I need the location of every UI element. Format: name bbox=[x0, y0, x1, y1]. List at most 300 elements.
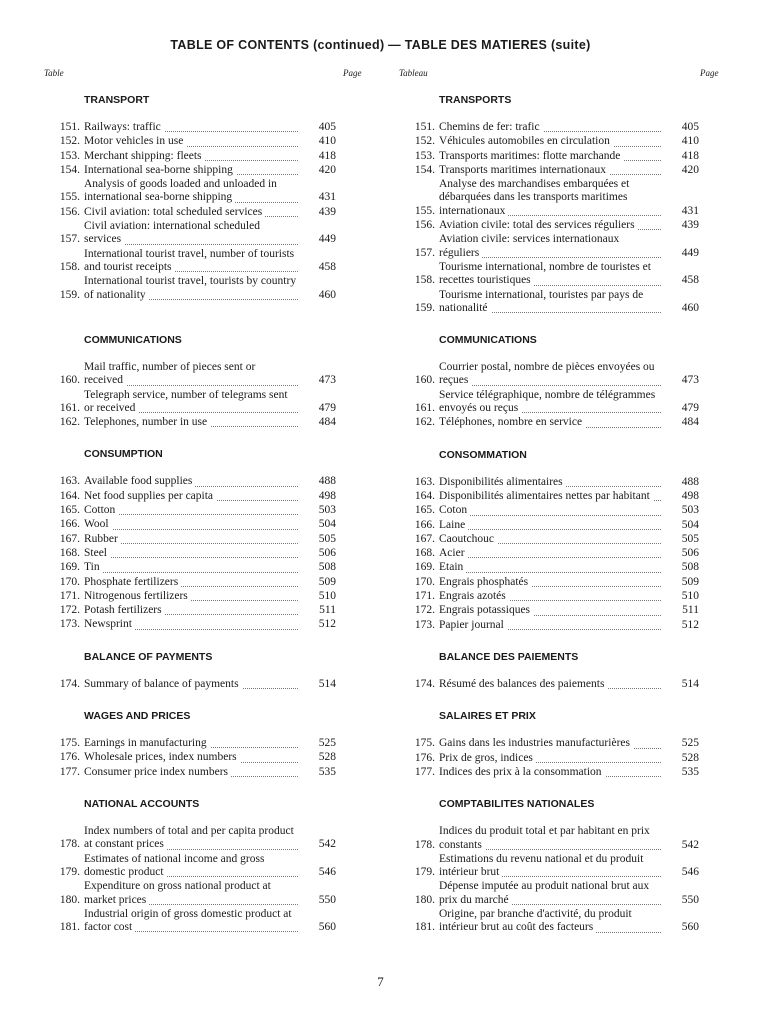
toc-entry[interactable] bbox=[399, 219, 699, 232]
entry-text: Index numbers of total and per capita product at constant prices bbox=[84, 825, 294, 851]
entry-page: 542 bbox=[681, 838, 699, 851]
entry-title bbox=[439, 150, 661, 163]
entry-text: Papier journal bbox=[439, 619, 507, 631]
dot-leader bbox=[439, 557, 661, 558]
entry-number: 162. bbox=[59, 416, 80, 429]
toc-entry[interactable] bbox=[399, 416, 699, 429]
section-title: CONSUMPTION bbox=[84, 448, 163, 461]
toc-entry[interactable] bbox=[399, 490, 699, 503]
entry-number: 166. bbox=[59, 518, 80, 531]
entry-number: 174. bbox=[59, 677, 80, 690]
entry-text: Wholesale prices, index numbers bbox=[84, 751, 240, 763]
entry-title bbox=[439, 121, 661, 134]
entry-title bbox=[84, 751, 298, 764]
entry-text: Phosphate fertilizers bbox=[84, 576, 181, 588]
toc-entry[interactable] bbox=[44, 220, 336, 247]
entry-text: Aviation civile: total des services réguliers bbox=[439, 219, 638, 231]
entry-title bbox=[439, 604, 661, 617]
toc-entry[interactable] bbox=[44, 490, 336, 503]
entry-page: 505 bbox=[318, 532, 336, 545]
toc-entry[interactable] bbox=[44, 604, 336, 617]
entry-page: 506 bbox=[681, 547, 699, 560]
entry-page: 514 bbox=[681, 677, 699, 690]
entry-title bbox=[84, 880, 298, 907]
entry-text: Telegraph service, number of telegrams sent or received bbox=[84, 388, 288, 414]
entry-number: 165. bbox=[59, 504, 80, 517]
french-column bbox=[399, 94, 699, 954]
entry-text: Wool bbox=[84, 518, 112, 530]
page-number: 7 bbox=[377, 974, 384, 989]
entry-page: 479 bbox=[681, 402, 699, 415]
entry-page: 504 bbox=[318, 518, 336, 531]
section-communications bbox=[399, 334, 699, 429]
toc-entry[interactable] bbox=[399, 737, 699, 750]
toc-entry[interactable] bbox=[399, 164, 699, 177]
entry-title bbox=[439, 519, 661, 532]
entry-text: Service télégraphique, nombre de télégrammes envoyés ou reçus bbox=[439, 388, 656, 415]
toc-entry[interactable] bbox=[44, 766, 336, 779]
entry-number: 156. bbox=[414, 219, 435, 232]
entry-page: 512 bbox=[318, 618, 336, 631]
entry-text: Acier bbox=[439, 547, 468, 559]
toc-entry[interactable] bbox=[399, 619, 699, 632]
entry-page: 473 bbox=[681, 374, 699, 387]
entry-page: 505 bbox=[681, 532, 699, 545]
entry-number: 163. bbox=[414, 475, 435, 488]
entry-text: International sea-borne shipping bbox=[84, 164, 236, 176]
entry-text: Earnings in manufacturing bbox=[84, 737, 210, 749]
entry-title bbox=[439, 590, 661, 603]
entry-number: 162. bbox=[414, 416, 435, 429]
entry-page: 418 bbox=[681, 149, 699, 162]
section-title: BALANCE OF PAYMENTS bbox=[84, 650, 213, 663]
entry-number: 176. bbox=[414, 751, 435, 764]
entry-title bbox=[84, 678, 298, 691]
entry-page: 535 bbox=[318, 765, 336, 778]
toc-entry[interactable] bbox=[399, 752, 699, 765]
toc-entry[interactable] bbox=[399, 389, 699, 416]
toc-entry[interactable] bbox=[399, 908, 699, 935]
section-national bbox=[399, 798, 699, 934]
entry-page: 405 bbox=[681, 121, 699, 133]
entry-text: Mail traffic, number of pieces sent or received bbox=[84, 361, 256, 387]
toc-entry[interactable] bbox=[44, 561, 336, 574]
toc-entry[interactable] bbox=[44, 908, 336, 935]
toc-entry[interactable] bbox=[44, 248, 336, 275]
toc-entry[interactable] bbox=[44, 275, 336, 302]
entry-page: 420 bbox=[681, 163, 699, 176]
entry-number: 168. bbox=[59, 546, 80, 559]
entry-text: Merchant shipping: fleets bbox=[84, 150, 205, 162]
entry-page: 510 bbox=[318, 589, 336, 602]
section-wages bbox=[44, 710, 336, 779]
entry-text: Dépense imputée au produit national brut aux prix du marché bbox=[439, 880, 650, 906]
entry-page: 449 bbox=[318, 233, 336, 246]
entry-page: 405 bbox=[318, 121, 336, 133]
entry-page: 509 bbox=[681, 575, 699, 588]
entry-number: 166. bbox=[414, 518, 435, 531]
entry-number: 167. bbox=[414, 532, 435, 545]
entry-title bbox=[84, 135, 298, 148]
entry-title bbox=[439, 416, 661, 429]
entry-title bbox=[84, 275, 298, 302]
entry-title bbox=[439, 490, 661, 503]
entry-title bbox=[439, 261, 661, 288]
entry-number: 163. bbox=[59, 475, 80, 488]
entry-text: Tourisme international, nombre de touristes et recettes touristiques bbox=[439, 260, 651, 287]
entry-page: 506 bbox=[318, 546, 336, 559]
entry-number: 176. bbox=[59, 751, 80, 764]
entry-number: 157. bbox=[414, 246, 435, 259]
toc-entry[interactable] bbox=[44, 576, 336, 589]
toc-entry[interactable] bbox=[399, 533, 699, 546]
entry-title bbox=[84, 504, 298, 517]
entry-title bbox=[84, 178, 298, 205]
toc-entry[interactable] bbox=[399, 547, 699, 560]
section-consumption bbox=[399, 449, 699, 632]
entry-text: Estimations du revenu national et du produit intérieur brut bbox=[439, 852, 644, 879]
entry-title bbox=[439, 752, 661, 765]
entry-page: 550 bbox=[681, 893, 699, 906]
toc-entry[interactable] bbox=[44, 751, 336, 764]
entry-number: 173. bbox=[414, 618, 435, 631]
entry-text: Aviation civile: services internationaux réguliers bbox=[439, 233, 620, 259]
toc-entry[interactable] bbox=[399, 880, 699, 907]
entry-page: 439 bbox=[681, 219, 699, 232]
entry-text: International tourist travel, tourists by country of nationality bbox=[84, 275, 297, 301]
entry-text: Net food supplies per capita bbox=[84, 490, 216, 502]
entry-title bbox=[439, 361, 661, 388]
entry-text: Cotton bbox=[84, 504, 118, 516]
entry-number: 155. bbox=[414, 204, 435, 217]
entry-page: 508 bbox=[318, 561, 336, 574]
entry-page: 542 bbox=[318, 838, 336, 851]
entry-title bbox=[439, 561, 661, 574]
section-title: COMPTABILITES NATIONALES bbox=[439, 798, 595, 811]
toc-entry[interactable] bbox=[399, 178, 699, 218]
section-title: BALANCE DES PAIEMENTS bbox=[439, 650, 579, 663]
entry-page: 458 bbox=[318, 260, 336, 273]
toc-entry[interactable] bbox=[44, 361, 336, 388]
toc-entry[interactable] bbox=[44, 475, 336, 488]
toc-entry[interactable] bbox=[44, 518, 336, 531]
toc-entry[interactable] bbox=[44, 853, 336, 880]
entry-page: 458 bbox=[681, 274, 699, 287]
toc-entry[interactable] bbox=[44, 547, 336, 560]
entry-text: International tourist travel, number of tourists and tourist receipts bbox=[84, 247, 295, 273]
entry-text: Civil aviation: total scheduled services bbox=[84, 206, 265, 218]
entry-text: Tourisme international, touristes par pays de nationalité bbox=[439, 288, 644, 314]
entry-text: Rubber bbox=[84, 533, 121, 545]
entry-title bbox=[439, 178, 661, 218]
entry-title bbox=[84, 576, 298, 589]
entry-page: 488 bbox=[681, 475, 699, 488]
toc-entry[interactable] bbox=[399, 853, 699, 880]
toc-entry[interactable] bbox=[44, 416, 336, 429]
entry-text: Estimates of national income and gross domestic product bbox=[84, 852, 265, 878]
toc-entry[interactable] bbox=[399, 678, 699, 691]
entry-text: Analysis of goods loaded and unloaded in international sea-borne shipping bbox=[84, 178, 277, 204]
section-transport bbox=[44, 94, 336, 315]
toc-entry[interactable] bbox=[44, 618, 336, 631]
entry-title bbox=[84, 416, 298, 429]
entry-page: 528 bbox=[318, 751, 336, 764]
toc-entry[interactable] bbox=[44, 206, 336, 219]
entry-page: 460 bbox=[318, 288, 336, 301]
entry-page: 528 bbox=[681, 751, 699, 764]
entry-number: 161. bbox=[59, 401, 80, 414]
entry-text: Engrais azotés bbox=[439, 590, 509, 602]
entry-page: 525 bbox=[681, 737, 699, 750]
toc-entry[interactable] bbox=[44, 150, 336, 163]
entry-number: 180. bbox=[414, 893, 435, 906]
entry-number: 170. bbox=[414, 575, 435, 588]
toc-entry[interactable] bbox=[399, 561, 699, 574]
entry-page: 525 bbox=[318, 737, 336, 750]
entry-number: 173. bbox=[59, 618, 80, 631]
section-balance bbox=[44, 651, 336, 691]
toc-entry[interactable] bbox=[44, 590, 336, 603]
entry-number: 179. bbox=[414, 866, 435, 879]
entry-title bbox=[439, 219, 661, 232]
entry-title bbox=[84, 853, 298, 880]
section-title: WAGES AND PRICES bbox=[84, 710, 191, 723]
toc-entry[interactable] bbox=[44, 880, 336, 907]
entry-page: 546 bbox=[318, 865, 336, 878]
entry-page: 449 bbox=[681, 246, 699, 259]
entry-page: 460 bbox=[681, 301, 699, 314]
toc-entry[interactable] bbox=[399, 576, 699, 589]
entry-page: 511 bbox=[682, 604, 699, 617]
entry-page: 503 bbox=[318, 504, 336, 517]
en-table-header: Table bbox=[44, 68, 64, 78]
entry-text: Gains dans les industries manufacturières bbox=[439, 737, 633, 749]
toc-entry[interactable] bbox=[399, 289, 699, 316]
entry-number: 175. bbox=[414, 737, 435, 750]
entry-title bbox=[439, 289, 661, 316]
entry-text: Railways: traffic bbox=[84, 121, 164, 133]
entry-title bbox=[84, 737, 298, 750]
entry-page: 473 bbox=[318, 374, 336, 387]
toc-entry[interactable] bbox=[399, 150, 699, 163]
toc-entry[interactable] bbox=[399, 476, 699, 489]
entry-title bbox=[84, 206, 298, 219]
entry-text: Prix de gros, indices bbox=[439, 752, 536, 764]
entry-title bbox=[84, 248, 298, 275]
entry-text: Steel bbox=[84, 547, 110, 559]
toc-entry[interactable] bbox=[44, 737, 336, 750]
entry-title bbox=[84, 766, 298, 779]
entry-title bbox=[84, 490, 298, 503]
toc-entry[interactable] bbox=[399, 121, 699, 134]
entry-title bbox=[439, 547, 661, 560]
english-column bbox=[44, 94, 336, 953]
entry-text: Potash fertilizers bbox=[84, 604, 165, 616]
page-title: TABLE OF CONTENTS (continued) — TABLE DES MATIERES (suite) bbox=[170, 38, 591, 52]
entry-number: 164. bbox=[414, 489, 435, 502]
entry-number: 151. bbox=[414, 121, 435, 133]
entry-title bbox=[439, 576, 661, 589]
entry-page: 510 bbox=[681, 590, 699, 603]
entry-text: Coton bbox=[439, 504, 470, 516]
entry-title bbox=[84, 121, 298, 134]
entry-text: Disponibilités alimentaires bbox=[439, 476, 566, 488]
entry-number: 158. bbox=[414, 274, 435, 287]
toc-entry[interactable] bbox=[399, 361, 699, 388]
entry-title bbox=[84, 908, 298, 935]
entry-text: Transports maritimes internationaux bbox=[439, 164, 609, 176]
toc-entry[interactable] bbox=[399, 233, 699, 260]
section-title: CONSOMMATION bbox=[439, 448, 527, 461]
entry-page: 479 bbox=[318, 401, 336, 414]
section-title: COMMUNICATIONS bbox=[84, 334, 182, 346]
toc-entry[interactable] bbox=[44, 135, 336, 148]
section-title: SALAIRES ET PRIX bbox=[439, 710, 536, 723]
entry-text: Courrier postal, nombre de pièces envoyées ou reçues bbox=[439, 361, 655, 387]
entry-title bbox=[439, 766, 661, 779]
entry-number: 177. bbox=[414, 765, 435, 778]
entry-text: Téléphones, nombre en service bbox=[439, 416, 585, 428]
section-communications bbox=[44, 334, 336, 429]
toc-entry[interactable] bbox=[44, 504, 336, 517]
entry-number: 179. bbox=[59, 865, 80, 878]
entry-page: 508 bbox=[681, 561, 699, 574]
entry-page: 484 bbox=[318, 416, 336, 429]
entry-number: 169. bbox=[59, 561, 80, 574]
entry-title bbox=[84, 618, 298, 631]
entry-page: 560 bbox=[318, 921, 336, 934]
entry-number: 151. bbox=[59, 121, 80, 133]
entry-text: Indices des prix à la consommation bbox=[439, 766, 605, 778]
entry-title bbox=[439, 476, 661, 489]
toc-entry[interactable] bbox=[399, 590, 699, 603]
entry-page: 560 bbox=[681, 921, 699, 934]
entry-number: 174. bbox=[414, 677, 435, 690]
entry-text: Summary of balance of payments bbox=[84, 678, 242, 690]
dot-leader bbox=[439, 515, 661, 516]
entry-number: 159. bbox=[414, 301, 435, 314]
dot-leader bbox=[84, 572, 298, 573]
entry-title bbox=[84, 361, 298, 388]
entry-text: Véhicules automobiles en circulation bbox=[439, 135, 613, 147]
entry-title bbox=[439, 678, 661, 691]
entry-number: 167. bbox=[59, 532, 80, 545]
section-consumption bbox=[44, 448, 336, 631]
toc-entry[interactable] bbox=[399, 519, 699, 532]
entry-text: Engrais phosphatés bbox=[439, 576, 531, 588]
toc-entry[interactable] bbox=[44, 121, 336, 134]
entry-number: 156. bbox=[59, 205, 80, 218]
en-page-header: Page bbox=[343, 68, 362, 78]
section-title: TRANSPORTS bbox=[439, 94, 512, 106]
entry-title bbox=[439, 737, 661, 750]
section-wages bbox=[399, 710, 699, 779]
entry-title bbox=[439, 880, 661, 907]
entry-text: Laine bbox=[439, 519, 468, 531]
entry-page: 410 bbox=[318, 135, 336, 148]
entry-text: Origine, par branche d'activité, du produit intérieur brut au coût des facteurs bbox=[439, 907, 632, 934]
entry-title bbox=[84, 164, 298, 177]
entry-title bbox=[439, 233, 661, 260]
entry-title bbox=[439, 619, 661, 632]
entry-number: 160. bbox=[59, 374, 80, 387]
entry-title bbox=[84, 518, 298, 531]
toc-entry[interactable] bbox=[44, 164, 336, 177]
entry-title bbox=[439, 853, 661, 880]
entry-title bbox=[84, 547, 298, 560]
entry-text: Etain bbox=[439, 561, 466, 573]
entry-number: 155. bbox=[59, 191, 80, 204]
entry-page: 498 bbox=[318, 489, 336, 502]
entry-number: 172. bbox=[59, 604, 80, 617]
section-title: TRANSPORT bbox=[84, 94, 150, 106]
entry-page: 498 bbox=[681, 489, 699, 502]
entry-page: 535 bbox=[681, 765, 699, 778]
entry-title bbox=[439, 164, 661, 177]
entry-number: 180. bbox=[59, 893, 80, 906]
entry-number: 170. bbox=[59, 575, 80, 588]
toc-entry[interactable] bbox=[44, 389, 336, 416]
entry-number: 178. bbox=[59, 838, 80, 851]
section-transport bbox=[399, 94, 699, 315]
section-balance bbox=[399, 651, 699, 691]
entry-number: 181. bbox=[414, 921, 435, 934]
dot-leader bbox=[84, 529, 298, 530]
toc-entry[interactable] bbox=[44, 825, 336, 852]
toc-entry[interactable] bbox=[399, 766, 699, 779]
entry-number: 177. bbox=[59, 765, 80, 778]
entry-page: 431 bbox=[681, 204, 699, 217]
entry-text: Expenditure on gross national product at market prices bbox=[84, 880, 271, 906]
entry-number: 161. bbox=[414, 402, 435, 415]
toc-entry[interactable] bbox=[44, 533, 336, 546]
entry-title bbox=[439, 908, 661, 935]
entry-text: Civil aviation: international scheduled services bbox=[84, 220, 260, 246]
entry-number: 152. bbox=[414, 135, 435, 148]
entry-number: 164. bbox=[59, 489, 80, 502]
fr-table-header: Tableau bbox=[399, 68, 428, 78]
entry-page: 420 bbox=[318, 163, 336, 176]
toc-entry[interactable] bbox=[399, 261, 699, 288]
entry-title bbox=[84, 825, 298, 852]
entry-title bbox=[84, 150, 298, 163]
entry-title bbox=[439, 825, 661, 852]
entry-text: Newsprint bbox=[84, 618, 135, 630]
toc-entry[interactable] bbox=[399, 135, 699, 148]
dot-leader bbox=[439, 385, 661, 386]
entry-title bbox=[84, 389, 298, 416]
section-title: COMMUNICATIONS bbox=[439, 334, 537, 347]
entry-number: 160. bbox=[414, 374, 435, 387]
entry-text: Caoutchouc bbox=[439, 533, 497, 545]
entry-number: 152. bbox=[59, 135, 80, 148]
toc-entry[interactable] bbox=[399, 825, 699, 852]
entry-text: Engrais potassiques bbox=[439, 604, 533, 616]
toc-entry[interactable] bbox=[44, 178, 336, 205]
entry-number: 181. bbox=[59, 921, 80, 934]
entry-text: Transports maritimes: flotte marchande bbox=[439, 150, 623, 162]
entry-page: 439 bbox=[318, 205, 336, 218]
entry-page: 511 bbox=[319, 604, 336, 617]
entry-text: Indices du produit total et par habitant en prix constants bbox=[439, 825, 650, 851]
dot-leader bbox=[439, 572, 661, 573]
toc-entry[interactable] bbox=[44, 678, 336, 691]
entry-title bbox=[84, 604, 298, 617]
dot-leader bbox=[439, 529, 661, 530]
toc-entry[interactable] bbox=[399, 504, 699, 517]
toc-entry[interactable] bbox=[399, 604, 699, 617]
entry-page: 504 bbox=[681, 518, 699, 531]
